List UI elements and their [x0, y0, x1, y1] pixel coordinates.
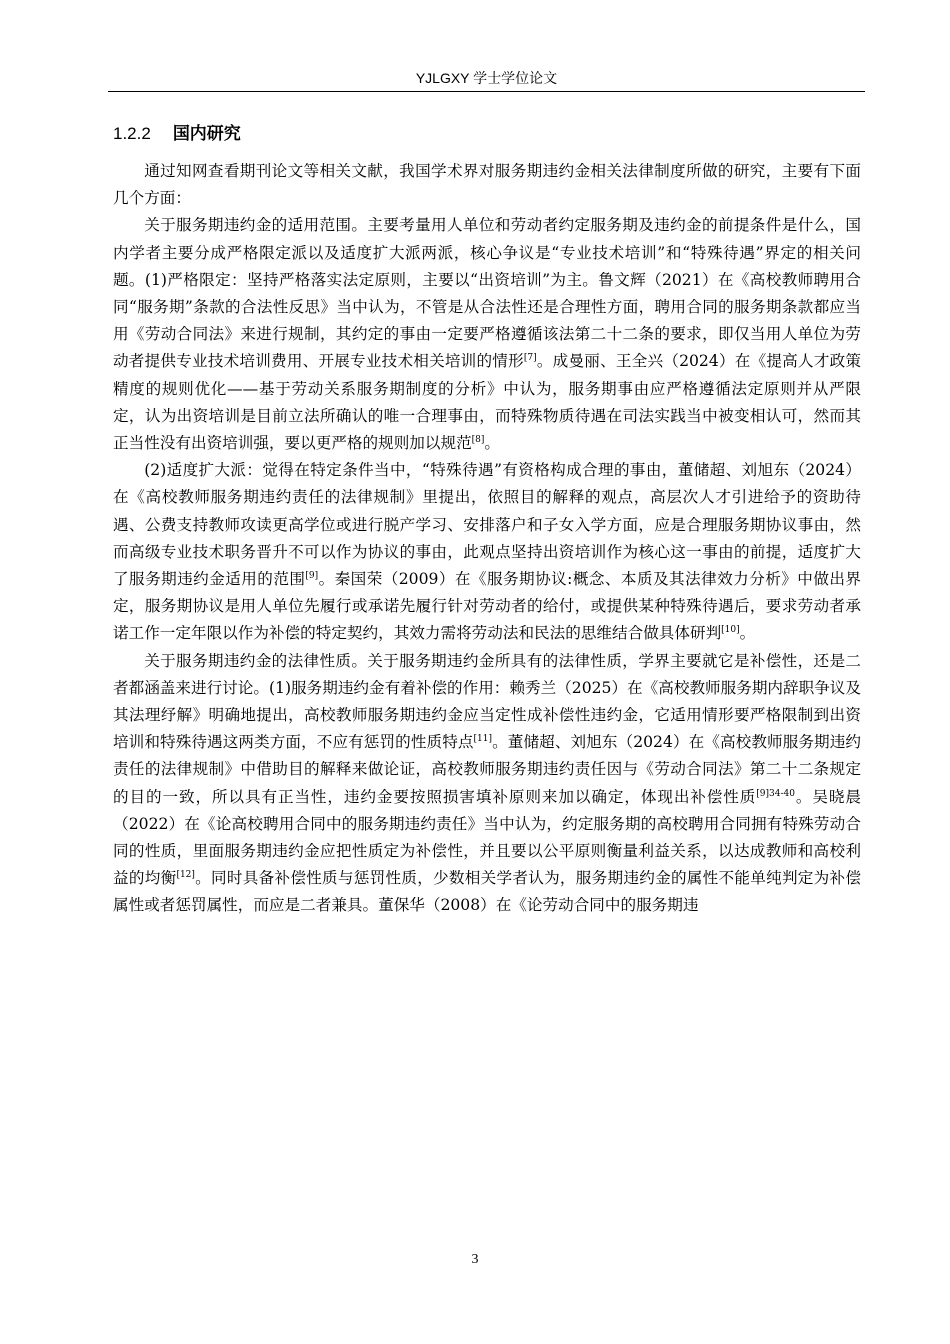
paragraph-text: 。成曼丽、王全兴（2024）在《提高人才政策精度的规则优化——基于劳动关系服务期制度的分析》中认为，服务期事由应严格遵循法定原则并从严限定，认为出资培训是目前立法所确认的唯一合理事由，而特殊物质待遇在司法实践当中被变相认可，然而其正当性没有出资培训强，要以更严格的规则加以规范	[113, 352, 861, 453]
section-number: 1.2.2	[113, 124, 151, 143]
citation: [12]	[176, 870, 195, 881]
paragraph-text: 关于服务期违约金的适用范围。主要考量用人单位和劳动者约定服务期及违约金的前提条件是什么，国内学者主要分成严格限定派以及适度扩大派两派，核心争议是“专业技术培训”和“特殊待遇”界定的相关问题。(1)严格限定：坚持严格落实法定原则，主要以“出资培训”为主。鲁文辉（2021）在《高校教师聘用合同“服务期”条款的合法性反思》当中认为，不管是从合法性还是合理性方面，聘用合同的服务期条款都应当用《劳动合同法》来进行规制，其约定的事由一定要严格遵循该法第二十二条的要求，即仅当用人单位为劳动者提供专业技术培训费用、开展专业技术相关培训的情形	[113, 216, 861, 371]
paragraph-3	[113, 457, 861, 647]
paragraph-text: 。	[484, 434, 501, 453]
body-text	[113, 158, 861, 920]
paragraph-text: (2)适度扩大派：觉得在特定条件当中，“特殊待遇”有资格构成合理的事由，董储超、刘旭东（2024）在《高校教师服务期违约责任的法律规制》里提出，依照目的解释的观点，高层次人才引进给予的资助待遇、公费支持教师攻读更高学位或进行脱产学习、安排落户和子女入学方面，应是合理服务期协议事由，然而高级专业技术职务晋升不可以作为协议的事由，此观点坚持出资培训作为核心这一事由的前提，适度扩大了服务期违约金适用的范围	[113, 461, 861, 589]
citation: [7]	[523, 353, 537, 364]
citation: [11]	[473, 734, 493, 745]
section-title: 国内研究	[172, 124, 241, 143]
paragraph-text: 。同时具备补偿性质与惩罚性质，少数相关学者认为，服务期违约金的属性不能单纯判定为补偿属性或者惩罚属性，而应是二者兼具。董保华（2008）在《论劳动合同中的服务期违	[113, 869, 861, 915]
page-header: YJLGXY 学士学位论文	[415, 70, 558, 86]
paragraph-text: 。董储超、刘旭东（2024）在《高校教师服务期违约责任的法律规制》中借助目的解释来做论证，高校教师服务期违约责任因与《劳动合同法》第二十二条规定的目的一致，所以具有正当性，违约金要按照损害填补原则来加以确定，体现出补偿性质	[113, 733, 861, 806]
page-number: 3	[471, 1252, 479, 1267]
citation: [10]	[721, 625, 740, 636]
paragraph-text: 。吴晓晨（2022）在《论高校聘用合同中的服务期违约责任》当中认为，约定服务期的高校聘用合同拥有特殊劳动合同的性质，里面服务期违约金应把性质定为补偿性，并且要以公平原则衡量利益关系，以达成教师和高校利益的均衡	[113, 787, 861, 888]
section-heading	[113, 119, 241, 144]
paragraph-text: 关于服务期违约金的法律性质。关于服务期违约金所具有的法律性质，学界主要就它是补偿性，还是二者都涵盖来进行讨论。(1)服务期违约金有着补偿的作用：赖秀兰（2025）在《高校教师服务期内辞职争议及其法理纾解》明确地提出，高校教师服务期违约金应当定性成补偿性违约金，它适用情形要严格限制到出资培训和特殊待遇这两类方面，不应有惩罚的性质特点	[113, 651, 861, 752]
paragraph-1	[113, 158, 861, 212]
citation: [9]	[305, 570, 319, 581]
paragraph-text: 。秦国荣（2009）在《服务期协议:概念、本质及其法律效力分析》中做出界定，服务期协议是用人单位先履行或承诺先履行针对劳动者的给付，或提供某种特殊待遇后，要求劳动者承诺工作一定年限以作为补偿的特定契约，其效力需将劳动法和民法的思维结合做具体研判	[113, 570, 861, 643]
paragraph-4	[113, 648, 861, 920]
paragraph-text: 通过知网查看期刊论文等相关文献，我国学术界对服务期违约金相关法律制度所做的研究，主要有下面几个方面：	[113, 162, 861, 208]
citation: [8]	[471, 434, 485, 445]
citation: [9]34-40	[756, 788, 795, 799]
header-rule	[108, 91, 865, 92]
paragraph-2	[113, 212, 861, 457]
paragraph-text: 。	[739, 624, 756, 643]
